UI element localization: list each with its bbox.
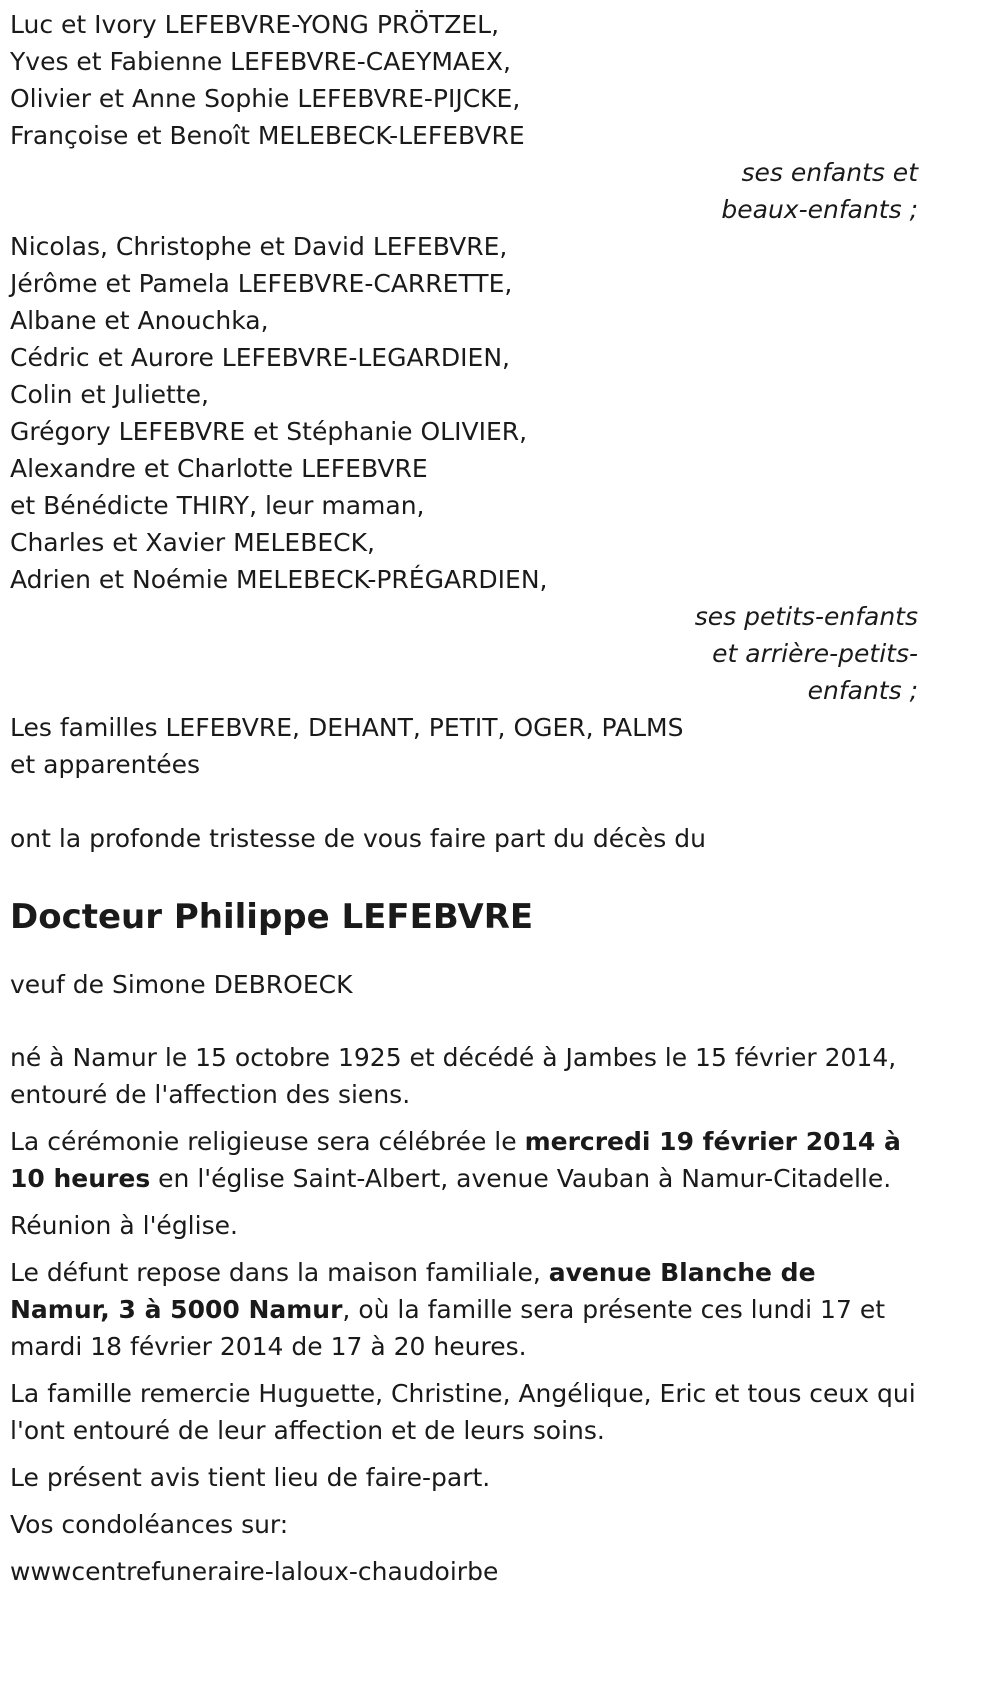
grandchild-line: Albane et Anouchka, bbox=[10, 306, 269, 335]
grandchild-line: et Bénédicte THIRY, leur maman, bbox=[10, 491, 425, 520]
families bbox=[10, 709, 918, 783]
repose-after: , où la famille sera présente ces lundi 17 et mardi 18 février 2014 de 17 à 20 heures. bbox=[10, 1295, 885, 1361]
thanks: La famille remercie Huguette, Christine, Angélique, Eric et tous ceux qui l'ont entouré de leur affection et de leurs soins. bbox=[10, 1379, 916, 1445]
role-line: beaux-enfants ; bbox=[721, 195, 918, 224]
grandchild-line: Charles et Xavier MELEBECK, bbox=[10, 528, 375, 557]
children-role bbox=[10, 154, 918, 228]
grandchildren-list bbox=[10, 228, 918, 598]
grandchild-line: Adrien et Noémie MELEBECK-PRÉGARDIEN, bbox=[10, 565, 548, 594]
condolences-label: Vos condoléances sur: bbox=[10, 1510, 289, 1539]
widower: veuf de Simone DEBROECK bbox=[10, 970, 353, 999]
obituary-notice bbox=[10, 6, 918, 1590]
children-list bbox=[10, 6, 918, 154]
grandchild-line: Nicolas, Christophe et David LEFEBVRE, bbox=[10, 232, 508, 261]
repose-address: avenue Blanche de Namur, 3 à 5000 Namur bbox=[10, 1258, 816, 1324]
families-line: et apparentées bbox=[10, 750, 201, 779]
ceremony-date: mercredi 19 février 2014 à 10 heures bbox=[10, 1127, 901, 1193]
role-line: enfants ; bbox=[807, 676, 918, 705]
child-line: Françoise et Benoît MELEBECK-LEFEBVRE bbox=[10, 121, 525, 150]
ceremony-after: en l'église Saint-Albert, avenue Vauban à Namur-Citadelle. bbox=[150, 1164, 892, 1193]
families-line: Les familles LEFEBVRE, DEHANT, PETIT, OGER, PALMS bbox=[10, 713, 684, 742]
grandchildren-role bbox=[10, 598, 918, 709]
child-line: Luc et Ivory LEFEBVRE-YONG PRÖTZEL, bbox=[10, 10, 500, 39]
ceremony bbox=[10, 1123, 918, 1197]
repose bbox=[10, 1254, 918, 1365]
grandchild-line: Grégory LEFEBVRE et Stéphanie OLIVIER, bbox=[10, 417, 528, 446]
ceremony-before: La cérémonie religieuse sera célébrée le bbox=[10, 1127, 525, 1156]
details bbox=[10, 1039, 918, 1590]
role-line: ses enfants et bbox=[741, 158, 918, 187]
child-line: Olivier et Anne Sophie LEFEBVRE-PIJCKE, bbox=[10, 84, 521, 113]
reunion: Réunion à l'église. bbox=[10, 1211, 238, 1240]
condolences-site: wwwcentrefuneraire-laloux-chaudoirbe bbox=[10, 1557, 499, 1586]
deceased-name: Docteur Philippe LEFEBVRE bbox=[10, 897, 534, 937]
birth-death: né à Namur le 15 octobre 1925 et décédé à Jambes le 15 février 2014, entouré de l'affection des siens. bbox=[10, 1043, 897, 1109]
repose-before: Le défunt repose dans la maison familiale, bbox=[10, 1258, 549, 1287]
role-line: ses petits-enfants bbox=[694, 602, 918, 631]
grandchild-line: Alexandre et Charlotte LEFEBVRE bbox=[10, 454, 428, 483]
child-line: Yves et Fabienne LEFEBVRE-CAEYMAEX, bbox=[10, 47, 511, 76]
grandchild-line: Colin et Juliette, bbox=[10, 380, 209, 409]
grandchild-line: Jérôme et Pamela LEFEBVRE-CARRETTE, bbox=[10, 269, 513, 298]
announcement: ont la profonde tristesse de vous faire part du décès du bbox=[10, 824, 706, 853]
notice: Le présent avis tient lieu de faire-part. bbox=[10, 1463, 491, 1492]
role-line: et arrière-petits- bbox=[712, 639, 918, 668]
grandchild-line: Cédric et Aurore LEFEBVRE-LEGARDIEN, bbox=[10, 343, 510, 372]
